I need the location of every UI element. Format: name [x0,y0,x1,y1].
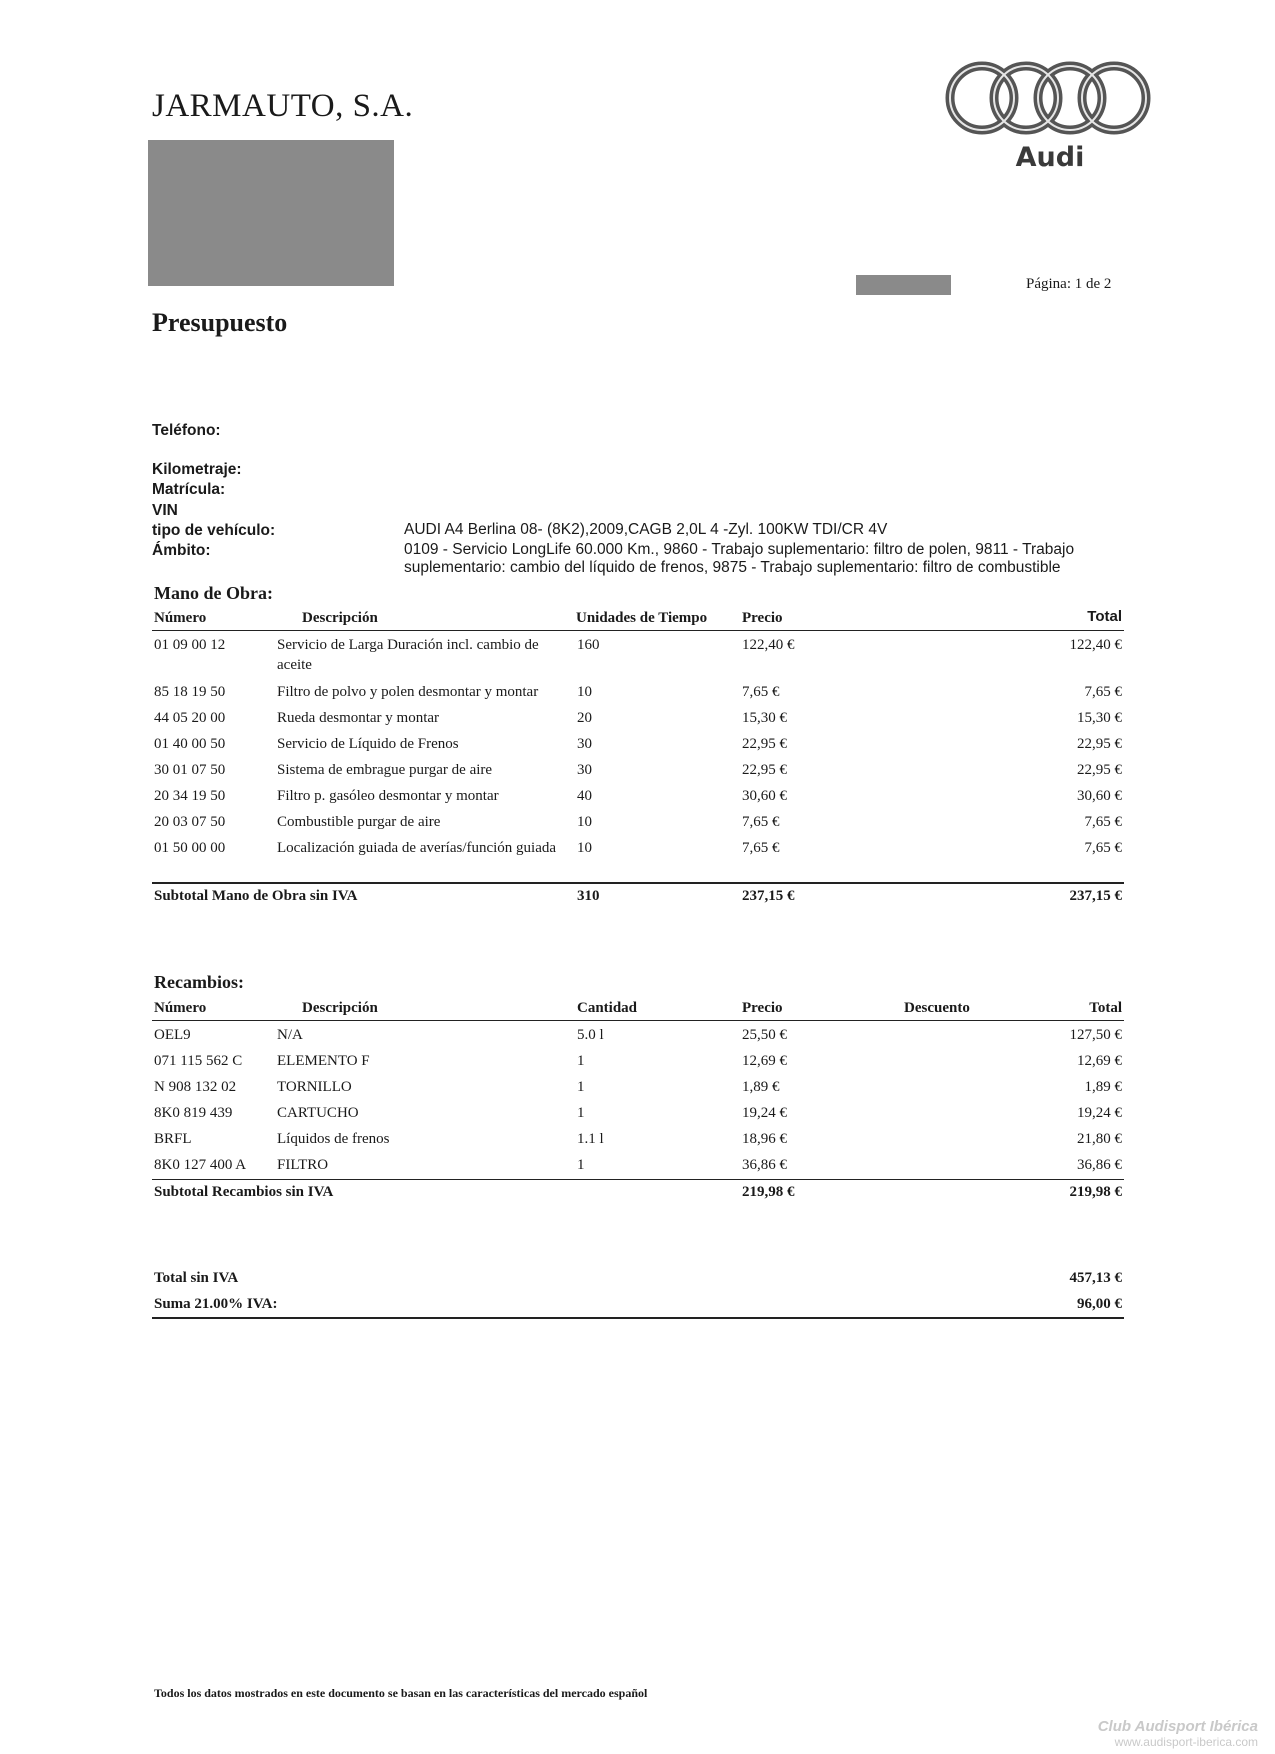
labor-total: 15,30 € [1077,710,1122,726]
parts-header-number: Número [154,1000,207,1016]
labor-description: Localización guiada de averías/función guiada [277,840,557,856]
labor-units: 160 [577,637,600,653]
total-without-vat-value: 457,13 € [1069,1270,1122,1286]
part-price: 25,50 € [742,1027,787,1043]
audi-rings-icon [940,58,1160,138]
labor-header-units: Unidades de Tiempo [576,610,708,626]
part-number: 071 115 562 C [154,1053,243,1069]
labor-number: 20 03 07 50 [154,814,226,830]
part-number: 8K0 127 400 A [154,1157,247,1173]
labor-number: 30 01 07 50 [154,762,226,778]
labor-description: Filtro p. gasóleo desmontar y montar [277,788,499,804]
labor-description: Rueda desmontar y montar [277,710,440,726]
parts-section-title: Recambios: [154,972,244,992]
part-total: 127,50 € [1069,1027,1122,1043]
part-number: OEL9 [154,1027,191,1043]
labor-total: 22,95 € [1077,736,1122,752]
part-number: BRFL [154,1131,192,1147]
labor-total: 7,65 € [1084,684,1122,700]
document-title: Presupuesto [152,308,288,337]
parts-subtotal-label: Subtotal Recambios sin IVA [154,1184,334,1200]
total-without-vat-label: Total sin IVA [154,1270,239,1286]
labor-subtotal-label: Subtotal Mano de Obra sin IVA [154,888,358,904]
part-quantity: 1 [577,1053,585,1069]
labor-units: 10 [577,684,592,700]
redacted-date [856,275,951,295]
labor-header-total: Total [1087,608,1122,625]
part-number: N 908 132 02 [154,1079,237,1095]
labor-section-title: Mano de Obra: [154,583,273,603]
labor-header-rule [152,630,1124,631]
labor-description: Combustible purgar de aire [277,814,441,830]
part-number: 8K0 819 439 [154,1105,233,1121]
parts-header-quantity: Cantidad [577,1000,638,1016]
part-price: 1,89 € [742,1079,780,1095]
labor-price: 7,65 € [742,840,780,856]
labor-total: 7,65 € [1084,814,1122,830]
labor-header-number: Número [154,610,207,626]
parts-header-total: Total [1089,1000,1122,1016]
watermark-name: Club Audisport Ibérica [1097,1718,1258,1735]
part-description: TORNILLO [277,1079,352,1095]
labor-description: Sistema de embrague purgar de aire [277,762,493,778]
part-quantity: 1 [577,1079,585,1095]
part-total: 12,69 € [1077,1053,1122,1069]
redacted-address-block [148,140,394,286]
scope-value: 0109 - Servicio LongLife 60.000 Km., 9860 - Trabajo suplementario: filtro de polen, 9811 - Trabajo suplementario: cambio del líquido de frenos, 9875 - Trabajo suplementario: filtro de combustible [404,541,1075,576]
labor-price: 7,65 € [742,814,780,830]
part-description: FILTRO [277,1157,329,1173]
scope-label: Ámbito: [152,542,211,559]
vat-value: 96,00 € [1077,1296,1122,1312]
parts-header-description: Descripción [302,1000,378,1016]
labor-price: 22,95 € [742,736,787,752]
part-quantity: 1 [577,1105,585,1121]
parts-subtotal-price: 219,98 € [742,1184,795,1200]
labor-number: 01 50 00 00 [154,840,226,856]
labor-subtotal-total: 237,15 € [1069,888,1122,904]
vehicle-type-value: AUDI A4 Berlina 08- (8K2),2009,CAGB 2,0L 4 -Zyl. 100KW TDI/CR 4V [404,521,888,538]
vin-label: VIN [152,502,178,519]
part-quantity: 1.1 l [577,1131,604,1147]
mileage-label: Kilometraje: [152,461,242,478]
labor-header-price: Precio [742,610,783,626]
company-name: JARMAUTO, S.A. [152,88,414,124]
part-description: N/A [277,1027,303,1043]
labor-total: 7,65 € [1084,840,1122,856]
labor-total: 22,95 € [1077,762,1122,778]
parts-header-rule [152,1020,1124,1021]
plate-label: Matrícula: [152,481,226,498]
parts-header-price: Precio [742,1000,783,1016]
part-quantity: 1 [577,1157,585,1173]
watermark [1030,1718,1258,1749]
part-total: 21,80 € [1077,1131,1122,1147]
part-description: ELEMENTO F [277,1053,370,1069]
labor-price: 122,40 € [742,637,795,653]
part-total: 36,86 € [1077,1157,1122,1173]
audi-logo [940,58,1160,178]
part-total: 1,89 € [1084,1079,1122,1095]
part-price: 36,86 € [742,1157,787,1173]
audi-logo-text: Audi [1015,142,1085,173]
part-price: 19,24 € [742,1105,787,1121]
part-description: CARTUCHO [277,1105,359,1121]
labor-price: 22,95 € [742,762,787,778]
footer-disclaimer: Todos los datos mostrados en este documento se basan en las características del mercado español [154,1686,648,1700]
labor-subtotal-price: 237,15 € [742,888,795,904]
labor-units: 10 [577,814,592,830]
parts-subtotal-rule [152,1179,1124,1180]
labor-header-description: Descripción [302,610,378,626]
labor-number: 01 09 00 12 [154,637,226,653]
totals-rule [152,1317,1124,1319]
labor-description: Servicio de Líquido de Frenos [277,736,459,752]
parts-subtotal-total: 219,98 € [1069,1184,1122,1200]
labor-subtotal-units: 310 [577,888,600,904]
labor-units: 10 [577,840,592,856]
labor-number: 85 18 19 50 [154,684,226,700]
part-quantity: 5.0 l [577,1027,604,1043]
phone-label: Teléfono: [152,422,221,439]
watermark-url: www.audisport-iberica.com [1114,1735,1258,1749]
labor-description: Filtro de polvo y polen desmontar y montar [277,684,539,700]
labor-price: 30,60 € [742,788,787,804]
labor-subtotal-rule [152,882,1124,884]
labor-price: 7,65 € [742,684,780,700]
page-number: Página: 1 de 2 [1026,276,1112,292]
parts-header-discount: Descuento [904,1000,970,1016]
labor-number: 01 40 00 50 [154,736,226,752]
labor-units: 30 [577,762,592,778]
labor-total: 122,40 € [1069,637,1122,653]
labor-price: 15,30 € [742,710,787,726]
part-description: Líquidos de frenos [277,1131,390,1147]
labor-description: Servicio de Larga Duración incl. cambio de aceite [277,637,539,673]
labor-total: 30,60 € [1077,788,1122,804]
labor-number: 20 34 19 50 [154,788,226,804]
labor-units: 20 [577,710,592,726]
labor-number: 44 05 20 00 [154,710,226,726]
labor-units: 30 [577,736,592,752]
vat-label: Suma 21.00% IVA: [154,1296,278,1312]
part-price: 12,69 € [742,1053,787,1069]
part-price: 18,96 € [742,1131,787,1147]
vehicle-type-label: tipo de vehículo: [152,522,276,539]
labor-units: 40 [577,788,592,804]
part-total: 19,24 € [1077,1105,1122,1121]
